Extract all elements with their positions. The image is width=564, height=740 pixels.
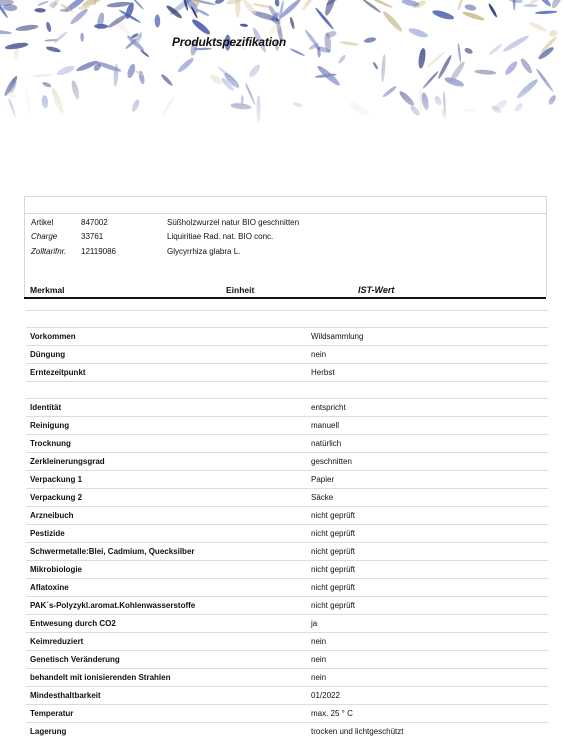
spec-label: Erntezeitpunkt	[30, 368, 86, 377]
spec-value: entspricht	[311, 403, 346, 412]
charge-number: 33761	[81, 232, 104, 241]
spec-row-schwermetalle	[26, 542, 548, 560]
spec-value: nein	[311, 637, 327, 646]
charge-description: Liquiritiae Rad. nat. BIO conc.	[167, 232, 274, 241]
specification-table	[26, 310, 548, 740]
cornflower-petals-illustration	[0, 0, 564, 140]
spec-row-aflatoxine	[26, 578, 548, 596]
spec-value: 01/2022	[311, 691, 340, 700]
spec-value: Säcke	[311, 493, 334, 502]
spec-label: Entwesung durch CO2	[30, 619, 116, 628]
spec-label: Aflatoxine	[30, 583, 69, 592]
spec-row-pestizide	[26, 524, 548, 542]
spec-row-vorkommen	[26, 327, 548, 345]
tariff-key: Zolltarifnr.	[31, 247, 67, 256]
document-title: Produktspezifikation	[172, 35, 287, 49]
tariff-number: 12119086	[81, 247, 116, 256]
spec-label: behandelt mit ionisierenden Strahlen	[30, 673, 171, 682]
spec-label: Trocknung	[30, 439, 71, 448]
spec-row-verpackung-1	[26, 470, 548, 488]
spec-value: Papier	[311, 475, 335, 484]
spec-label: PAK´s-Polyzykl.aromat.Kohlenwasserstoffe	[30, 601, 196, 610]
spec-label: Verpackung 2	[30, 493, 83, 502]
spec-row-pak	[26, 596, 548, 614]
product-row-charge	[25, 230, 546, 244]
spec-value: manuell	[311, 421, 340, 430]
spec-label: Arzneibuch	[30, 511, 74, 520]
spacer-row	[26, 381, 548, 398]
spec-row-arzneibuch	[26, 506, 548, 524]
spec-label: Zerkleinerungsgrad	[30, 457, 105, 466]
header-einheit: Einheit	[226, 285, 255, 295]
info-box-top-band	[25, 197, 546, 214]
spec-value: nein	[311, 673, 327, 682]
spec-label: Reinigung	[30, 421, 70, 430]
spec-row-mikrobiologie	[26, 560, 548, 578]
spec-value: nein	[311, 655, 327, 664]
spec-value: nicht geprüft	[311, 601, 356, 610]
spec-label: Verpackung 1	[30, 475, 83, 484]
spec-label: Lagerung	[30, 727, 67, 736]
spec-row-mindesthaltbarkeit	[26, 686, 548, 704]
spec-row-erntezeitpunkt	[26, 363, 548, 381]
spec-label: Pestizide	[30, 529, 65, 538]
spec-value: nicht geprüft	[311, 583, 356, 592]
tariff-description: Glycyrrhiza glabra L.	[167, 247, 241, 256]
spec-label: Mindesthaltbarkeit	[30, 691, 101, 700]
spec-row-trocknung	[26, 434, 548, 452]
spec-row-duengung	[26, 345, 548, 363]
table-header-row	[24, 280, 546, 299]
spec-value: Herbst	[311, 368, 335, 377]
spec-label: Mikrobiologie	[30, 565, 82, 574]
spec-row-strahlen	[26, 668, 548, 686]
spec-label: Düngung	[30, 350, 66, 359]
spacer-row	[26, 310, 548, 327]
spec-value: geschnitten	[311, 457, 352, 466]
product-row-tariff	[25, 245, 546, 259]
spec-row-keimreduziert	[26, 632, 548, 650]
article-key: Artikel	[31, 218, 54, 227]
spec-label: Vorkommen	[30, 332, 76, 341]
spec-row-genetisch	[26, 650, 548, 668]
spec-value: natürlich	[311, 439, 342, 448]
header-banner-image	[0, 0, 564, 140]
spec-value: trocken und lichtgeschützt	[311, 727, 404, 736]
header-merkmal: Merkmal	[30, 285, 65, 295]
spec-label: Keimreduziert	[30, 637, 84, 646]
article-number: 847002	[81, 218, 108, 227]
spec-row-entwesung	[26, 614, 548, 632]
charge-key: Charge	[31, 232, 58, 241]
spec-value: nicht geprüft	[311, 529, 356, 538]
spec-row-verpackung-2	[26, 488, 548, 506]
spec-value: nicht geprüft	[311, 547, 356, 556]
spec-row-reinigung	[26, 416, 548, 434]
spec-value: nein	[311, 350, 327, 359]
spec-label: Schwermetalle:Blei, Cadmium, Quecksilber	[30, 547, 195, 556]
spec-label: Identität	[30, 403, 62, 412]
article-description: Süßholzwurzel natur BIO geschnitten	[167, 218, 300, 227]
product-row-article	[25, 216, 546, 230]
spec-row-zerkleinerungsgrad	[26, 452, 548, 470]
spec-label: Temperatur	[30, 709, 74, 718]
spec-value: ja	[311, 619, 318, 628]
spec-label: Genetisch Veränderung	[30, 655, 120, 664]
spec-value: nicht geprüft	[311, 565, 356, 574]
spec-row-temperatur	[26, 704, 548, 722]
spec-value: nicht geprüft	[311, 511, 356, 520]
spec-value: Wildsammlung	[311, 332, 364, 341]
spec-row-identitaet	[26, 398, 548, 416]
header-ist-wert: IST-Wert	[358, 285, 395, 295]
spec-value: max. 25 ° C	[311, 709, 353, 718]
spec-row-lagerung	[26, 722, 548, 740]
